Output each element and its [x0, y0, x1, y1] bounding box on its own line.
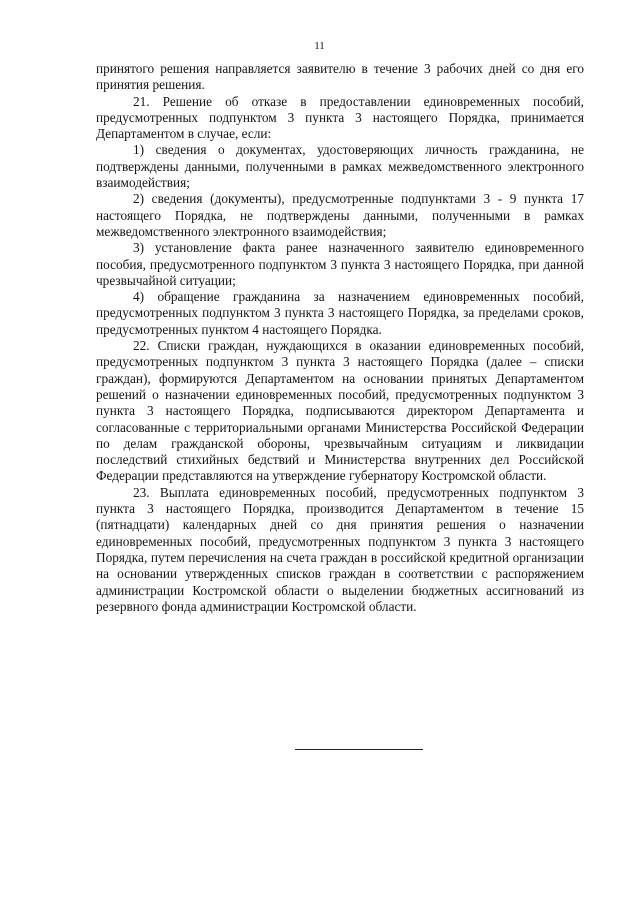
paragraph-21-item-1: 1) сведения о документах, удостоверяющих личность гражданина, не подтверждены данными, полученными в рамках межведомственного электронного взаимодействия; — [96, 142, 584, 191]
closing-rule — [295, 749, 423, 750]
paragraph-21-item-2: 2) сведения (документы), предусмотренные подпунктами 3 - 9 пункта 17 настоящего Порядка, не подтверждены данными, полученными в рамках межведомственного электронного взаимодействия; — [96, 191, 584, 239]
paragraph-21: 21. Решение об отказе в предоставлении единовременных пособий, предусмотренных подпунктом 3 пункта 3 настоящего Порядка, принимается Департаментом в случае, если: — [96, 93, 584, 142]
paragraph-23: 23. Выплата единовременных пособий, предусмотренных подпунктом 3 пункта 3 настоящего Порядка, производится Департаментом в течение 15 (пятнадцати) календарных дней со дня принятия решения о назначении единовременных пособий, предусмотренных подпунктом 3 пункта 3 настоящего Порядка, путем перечисления на счета граждан в российской кредитной организации на основании утвержденных списков граждан в соответствии с распоряжением администрации Костромской области о выделении бюджетных ассигнований из резервного фонда администрации Костромской области. — [96, 484, 584, 614]
document-body — [96, 61, 584, 615]
page-number: 11 — [314, 40, 325, 52]
paragraph-continuation: принятого решения направляется заявителю в течение 3 рабочих дней со дня его принятия решения. — [96, 61, 584, 93]
paragraph-22: 22. Списки граждан, нуждающихся в оказании единовременных пособий, предусмотренных подпунктом 3 пункта 3 настоящего Порядка (далее – списки граждан), формируются Департаментом на основании принятых Департаментом решений о назначении единовременных пособий, предусмотренных подпунктом 3 пункта 3 настоящего Порядка, подписываются директором Департамента и согласованные с территориальными органами Министерства Российской Федерации по делам гражданской обороны, чрезвычайным ситуациям и ликвидации последствий стихийных бедствий и Министерства внутренних дел Российской Федерации представляются на утверждение губернатору Костромской области. — [96, 338, 584, 484]
paragraph-21-item-4: 4) обращение гражданина за назначением единовременных пособий, предусмотренных подпунктом 3 пункта 3 настоящего Порядка, за пределами сроков, предусмотренных пунктом 4 настоящего Порядка. — [96, 289, 584, 337]
paragraph-21-item-3: 3) установление факта ранее назначенного заявителю единовременного пособия, предусмотренного подпунктом 3 пункта 3 настоящего Порядка, при данной чрезвычайной ситуации; — [96, 240, 584, 288]
